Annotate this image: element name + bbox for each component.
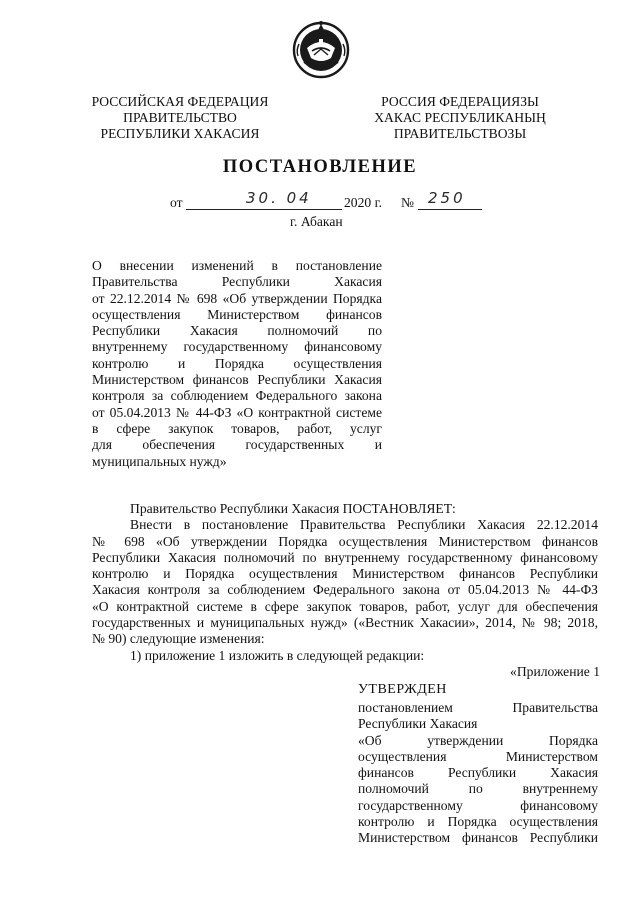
- city: г. Абакан: [290, 214, 343, 229]
- approval-line: постановлением Правительства: [358, 700, 598, 715]
- subject-line: Министерством финансов Республики Хакасия: [92, 372, 382, 388]
- subject-line: внутреннему государственному финансовому: [92, 339, 382, 355]
- subject-line: от 22.12.2014 № 698 «Об утверждении Порядка: [92, 290, 382, 306]
- subject-line: для обеспечения государственных и: [92, 437, 382, 453]
- date-handwritten: 30. 04: [246, 189, 312, 207]
- subject-line: от 05.04.2013 № 44-ФЗ «О контрактной системе: [92, 404, 382, 420]
- date-prefix: от: [170, 195, 183, 210]
- year-label: 2020 г.: [344, 195, 383, 210]
- header-right: [350, 94, 570, 142]
- subject-line: муниципальных нужд»: [92, 453, 227, 469]
- number-sign: №: [401, 195, 414, 210]
- item-1: 1) приложение 1 изложить в следующей редакции:: [130, 647, 425, 663]
- header-left-line: РОССИЙСКАЯ ФЕДЕРАЦИЯ: [91, 94, 269, 109]
- header-left: [70, 94, 290, 142]
- paragraph-line: № 90) следующие изменения:: [92, 631, 265, 647]
- subject-line: О внесении изменений в постановление: [92, 258, 382, 273]
- number-underline: [418, 209, 482, 210]
- subject-line: контроля за соблюдением Федерального закона: [92, 388, 382, 404]
- coat-of-arms-icon: [290, 18, 352, 80]
- subject-line: осуществления Министерством финансов: [92, 306, 382, 322]
- header-right-line: РОССИЯ ФЕДЕРАЦИЯЗЫ: [381, 94, 539, 109]
- paragraph-line: «О контрактной системе в сфере закупок товаров, работ, услуг для обеспечения: [92, 598, 598, 614]
- approval-line: Республики Хакасия: [358, 716, 478, 732]
- approval-line: «Об утверждении Порядка: [358, 732, 598, 748]
- subject-line: Правительства Республики Хакасия: [92, 274, 382, 290]
- header-left-line: ПРАВИТЕЛЬСТВО: [123, 110, 237, 125]
- approval-line: полномочий по внутреннему: [358, 781, 598, 797]
- subject-line: Республики Хакасия полномочий по: [92, 323, 382, 339]
- subject-line: в сфере закупок товаров, работ, услуг: [92, 420, 382, 436]
- approval-line: Министерством финансов Республики: [358, 830, 598, 846]
- appendix-label: «Приложение 1: [510, 664, 600, 679]
- number-handwritten: 250: [428, 189, 466, 207]
- decree-line: Правительство Республики Хакасия ПОСТАНОВЛЯЕТ:: [130, 501, 456, 516]
- document-title: ПОСТАНОВЛЕНИЕ: [222, 157, 418, 177]
- paragraph-line: контролю и Порядка осуществления Министерством финансов Республики: [92, 566, 598, 582]
- approval-block: [358, 682, 598, 847]
- paragraph-line: Республики Хакасия полномочий по внутреннему государственному финансовому: [92, 549, 598, 565]
- paragraph-line: государственных и муниципальных нужд» («Вестник Хакасии», 2014, № 98; 2018,: [92, 615, 598, 631]
- approval-line: осуществления Министерством: [358, 748, 598, 764]
- subject-block: [92, 258, 382, 470]
- paragraph-line: Внести в постановление Правительства Республики Хакасия 22.12.2014: [130, 517, 598, 533]
- approval-line: государственному финансовому: [358, 797, 598, 813]
- date-underline: [186, 209, 342, 210]
- approved-caption: УТВЕРЖДЕН: [358, 682, 447, 697]
- subject-line: контролю и Порядка осуществления: [92, 355, 382, 371]
- header-left-line: РЕСПУБЛИКИ ХАКАСИЯ: [100, 126, 260, 141]
- paragraph-line: Хакасия контроля за соблюдением Федерального закона от 05.04.2013 № 44-ФЗ: [92, 582, 598, 598]
- approval-line: контролю и Порядка осуществления: [358, 814, 598, 830]
- approval-line: финансов Республики Хакасия: [358, 765, 598, 781]
- header-right-line: ХАКАС РЕСПУБЛИКАНЫҢ: [374, 110, 546, 125]
- body-text: [92, 501, 598, 664]
- paragraph-line: № 698 «Об утверждении Порядка осуществления Министерством финансов: [92, 533, 598, 549]
- header-right-line: ПРАВИТЕЛЬСТВОЗЫ: [393, 126, 527, 141]
